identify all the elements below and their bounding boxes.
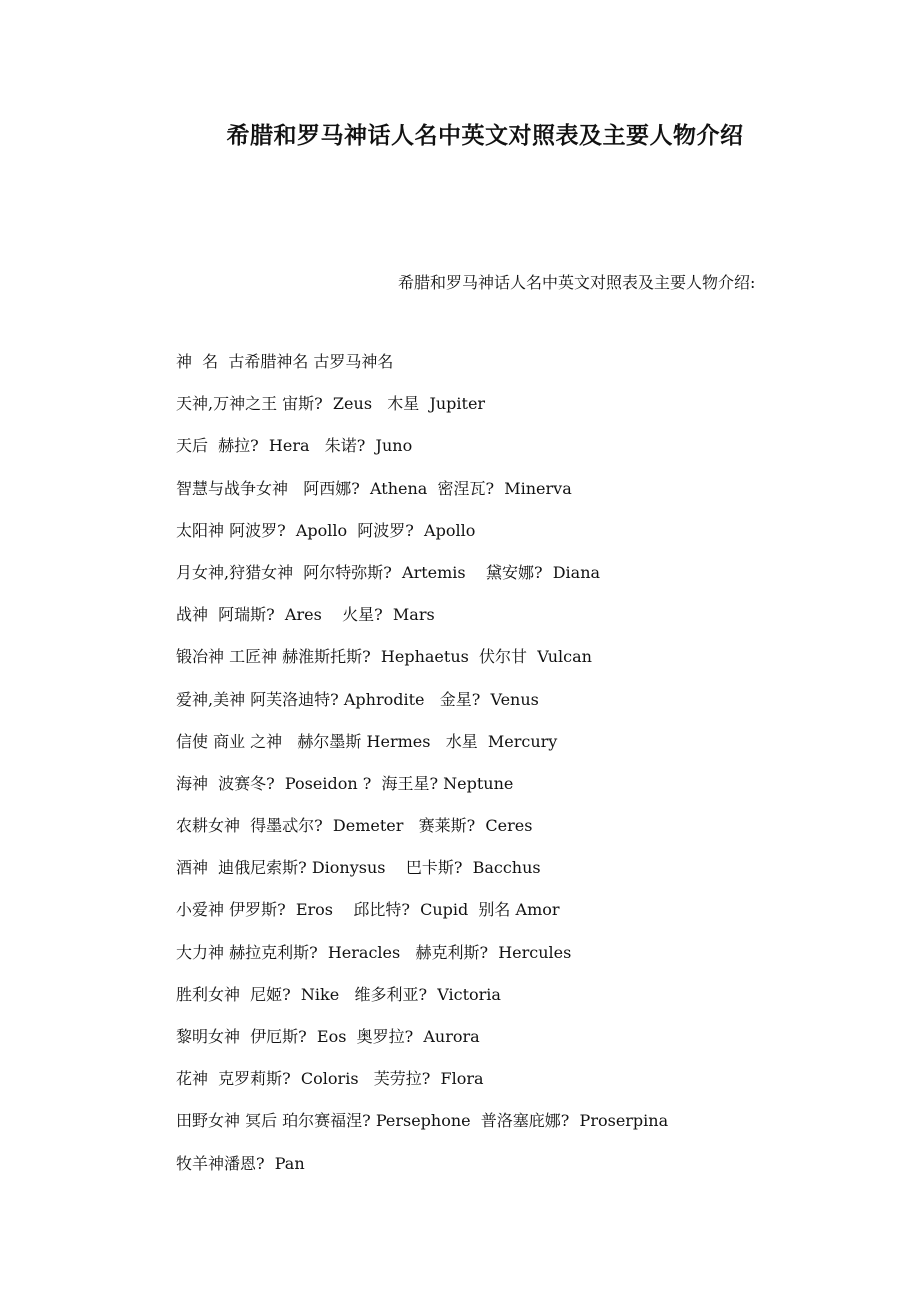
table-row: 海神 波赛冬? Poseidon ? 海王星? Neptune xyxy=(176,773,514,793)
table-row: 农耕女神 得墨忒尔? Demeter 赛莱斯? Ceres xyxy=(176,816,533,836)
table-row: 智慧与战争女神 阿西娜? Athena 密涅瓦? Minerva xyxy=(176,478,572,498)
name-table xyxy=(176,344,876,1188)
table-row: 小爱神 伊罗斯? Eros 邱比特? Cupid 别名 Amor xyxy=(176,900,560,920)
table-row: 天神,万神之王 宙斯? Zeus 木星 Jupiter xyxy=(176,394,486,414)
page-title: 希腊和罗马神话人名中英文对照表及主要人物介绍 xyxy=(226,122,744,149)
table-row: 月女神,狩猎女神 阿尔特弥斯? Artemis 黛安娜? Diana xyxy=(176,562,601,582)
table-row: 田野女神 冥后 珀尔赛福涅? Persephone 普洛塞庇娜? Proserpina xyxy=(176,1111,669,1131)
table-row: 胜利女神 尼姬? Nike 维多利亚? Victoria xyxy=(176,984,501,1004)
table-header: 神 名 古希腊神名 古罗马神名 xyxy=(176,352,394,371)
table-row: 信使 商业 之神 赫尔墨斯 Hermes 水星 Mercury xyxy=(176,731,558,751)
table-row: 花神 克罗莉斯? Coloris 芙劳拉? Flora xyxy=(176,1069,484,1089)
table-row: 战神 阿瑞斯? Ares 火星? Mars xyxy=(176,605,435,625)
intro-paragraph: 希腊和罗马神话人名中英文对照表及主要人物介绍: xyxy=(398,273,756,292)
table-row: 太阳神 阿波罗? Apollo 阿波罗? Apollo xyxy=(176,520,476,540)
table-row: 酒神 迪俄尼索斯? Dionysus 巴卡斯? Bacchus xyxy=(176,858,541,878)
table-row: 牧羊神潘恩? Pan xyxy=(176,1153,305,1173)
table-row: 爱神,美神 阿芙洛迪特? Aphrodite 金星? Venus xyxy=(176,689,539,709)
table-row: 大力神 赫拉克利斯? Heracles 赫克利斯? Hercules xyxy=(176,942,572,962)
table-row: 天后 赫拉? Hera 朱诺? Juno xyxy=(176,436,413,456)
table-row: 锻冶神 工匠神 赫淮斯托斯? Hephaetus 伏尔甘 Vulcan xyxy=(176,647,592,667)
table-row: 黎明女神 伊厄斯? Eos 奥罗拉? Aurora xyxy=(176,1027,480,1046)
